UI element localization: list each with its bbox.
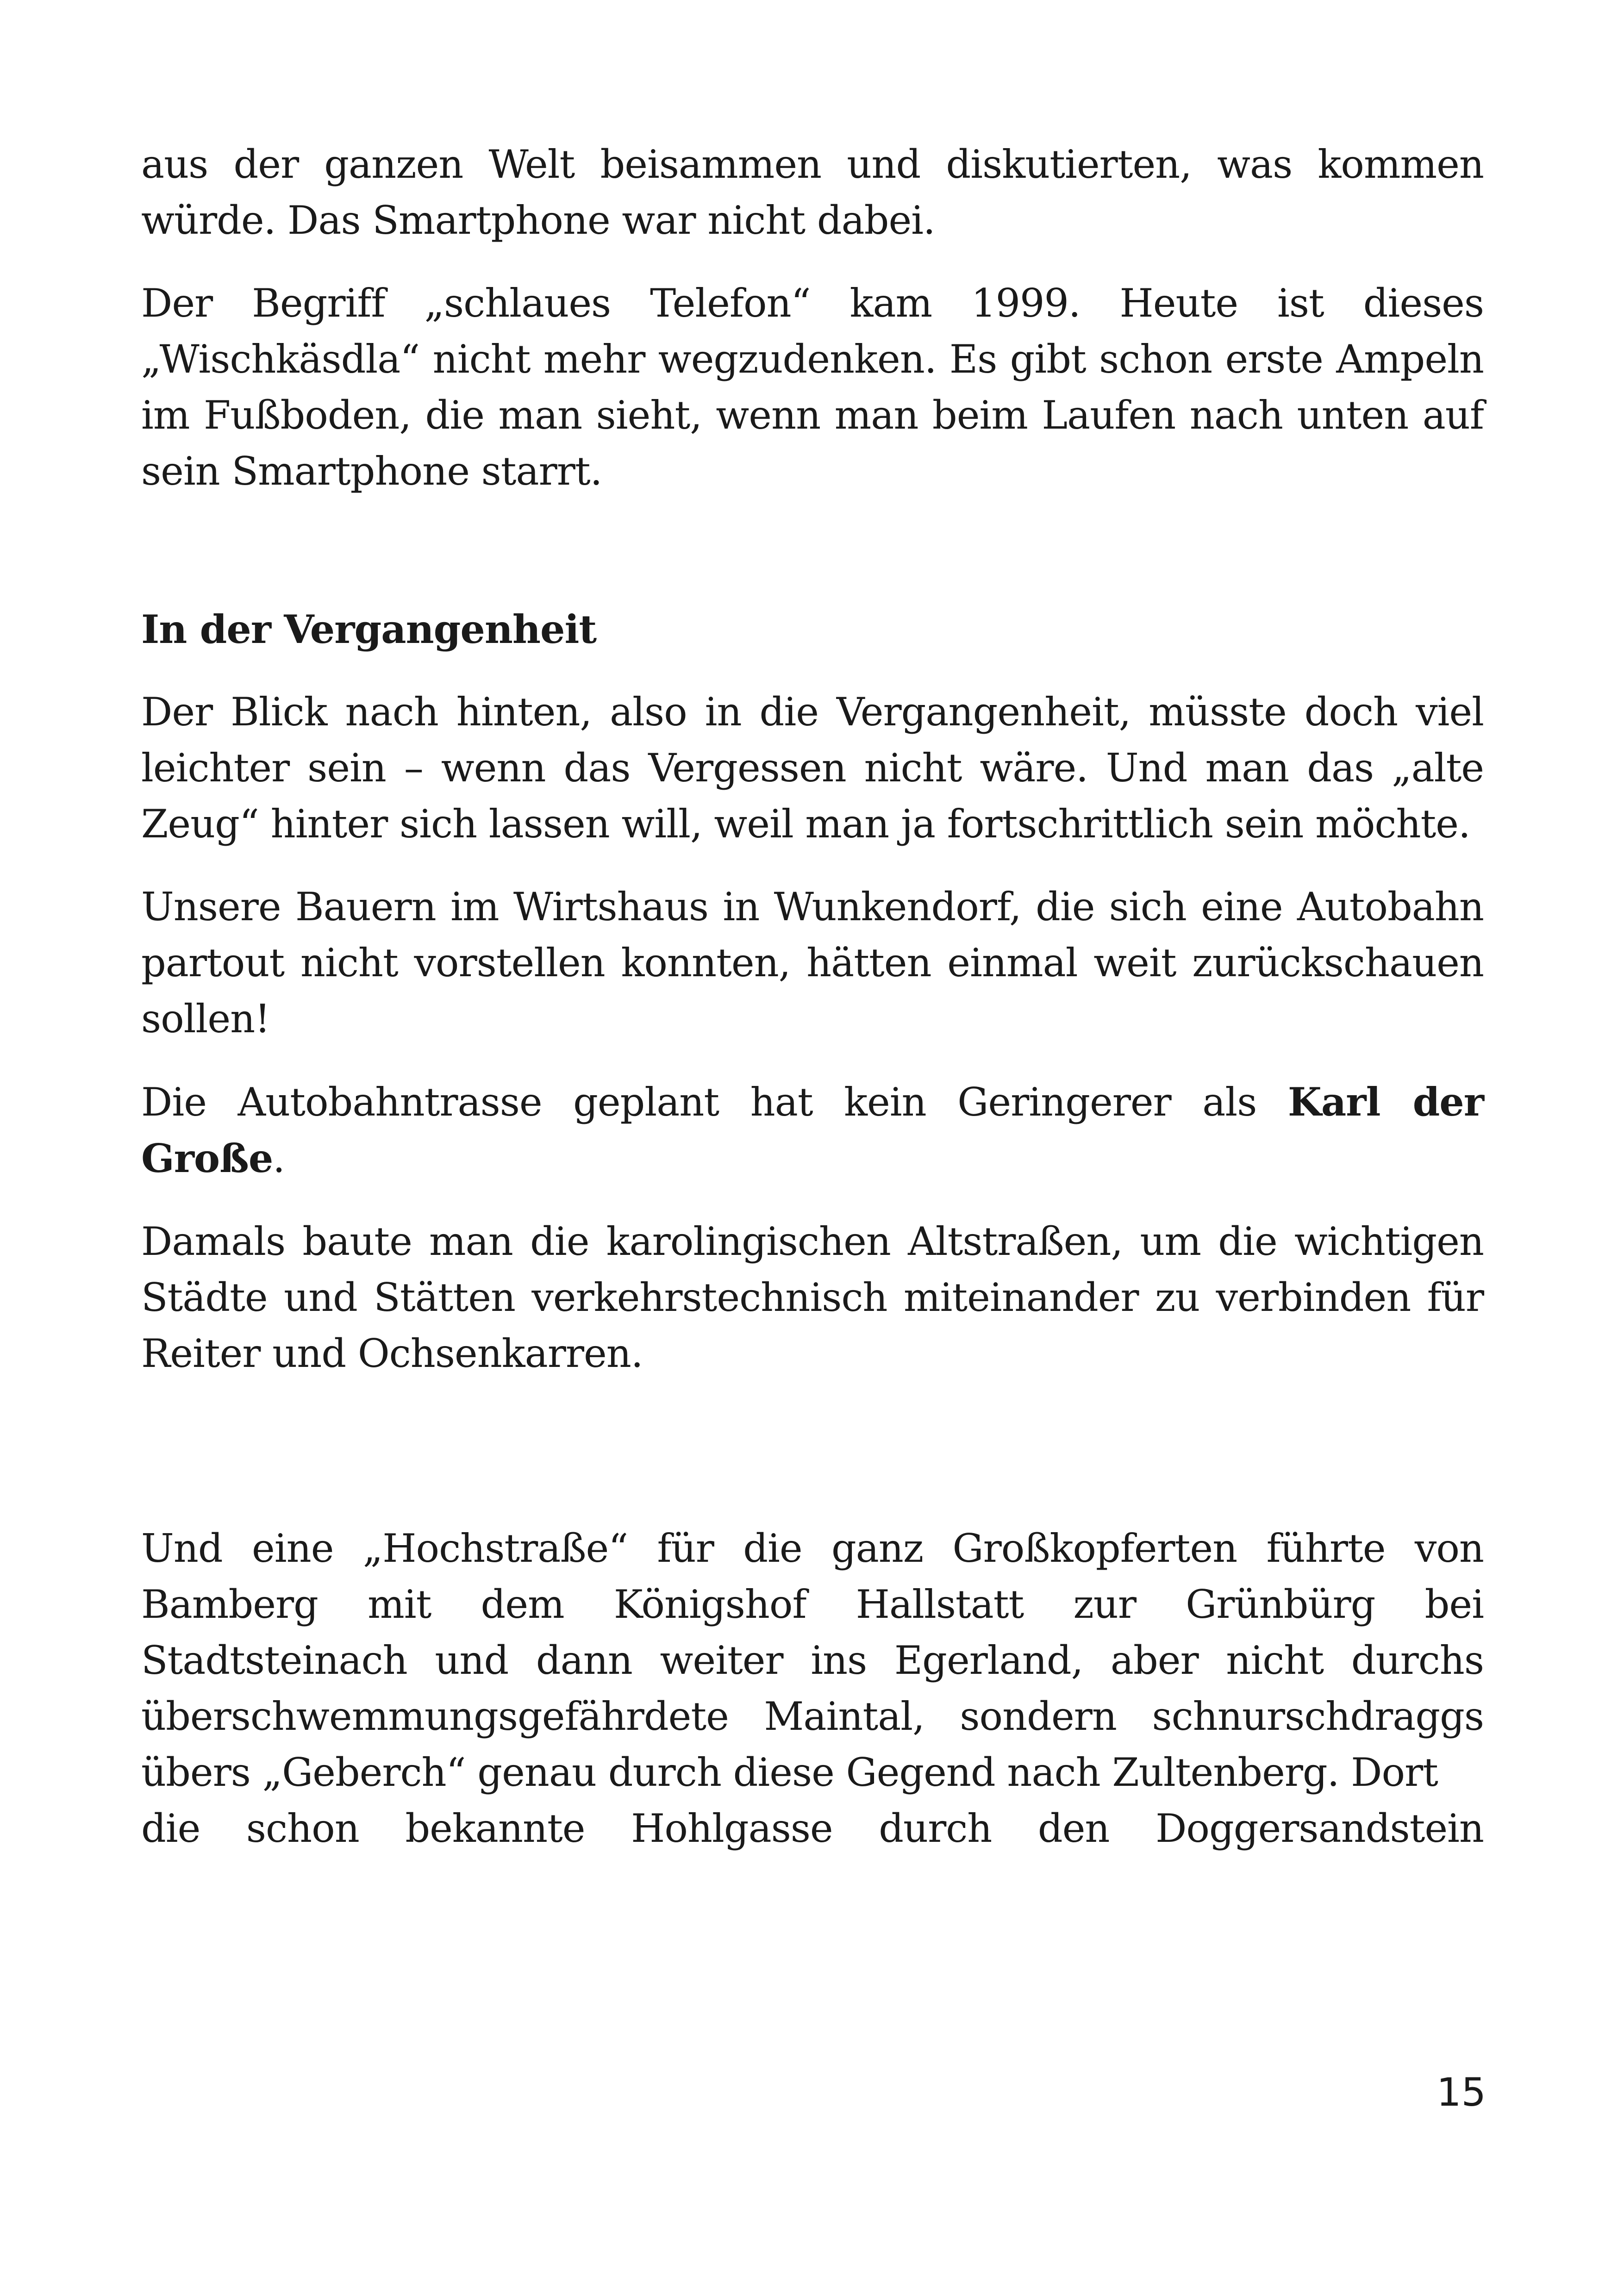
paragraph-5-text: Die Autobahntrasse geplant hat kein Geringerer als <box>141 1079 1288 1125</box>
paragraph-5-end: . <box>273 1136 285 1181</box>
paragraph-1: aus der ganzen Welt beisammen und diskutierten, was kommen würde. Das Smartphone war nicht dabei. <box>141 142 1484 243</box>
paragraph-7-text: Und eine „Hochstraße“ für die ganz Großkopferten führte von Bamberg mit dem Königshof Hallstatt zur Grünbürg bei Stadtsteinach und dann weiter ins Egerland, aber nicht durchs überschwemmungsgefährdete Maintal, sondern schnurschdraggs übers „Geberch“ genau durch diese Gegend nach Zultenberg. Dort <box>141 1526 1484 1795</box>
section-heading: In der Vergangenheit <box>141 606 597 652</box>
paragraph-2: Der Begriff „schlaues Telefon“ kam 1999. Heute ist dieses „Wischkäsdla“ nicht mehr wegzudenken. Es gibt schon erste Ampeln im Fußboden, die man sieht, wenn man beim Laufen nach unten auf sein Smartphone starrt. <box>141 281 1484 494</box>
page-body <box>141 137 1484 1857</box>
paragraph-5-bold-name: Karl der Große <box>141 1079 1484 1181</box>
page-number: 15 <box>1437 2070 1486 2115</box>
paragraph-6: Damals baute man die karolingischen Altstraßen, um die wichtigen Städte und Stätten verkehrstechnisch miteinander zu verbinden für Reiter und Ochsenkarren. <box>141 1219 1484 1376</box>
paragraph-4: Unsere Bauern im Wirtshaus in Wunkendorf, die sich eine Autobahn partout nicht vorstellen konnten, hätten einmal weit zurückschauen sollen! <box>141 884 1484 1041</box>
paragraph-7 <box>141 1521 1484 1857</box>
paragraph-5 <box>141 1074 1484 1187</box>
paragraph-3: Der Blick nach hinten, also in die Vergangenheit, müsste doch viel leichter sein – wenn das Vergessen nicht wäre. Und man das „alte Zeug“ hinter sich lassen will, weil man ja fortschrittlich sein möchte. <box>141 689 1484 847</box>
paragraph-7-last-line: die schon bekannte Hohlgasse durch den Doggersandstein <box>141 1806 1484 1851</box>
